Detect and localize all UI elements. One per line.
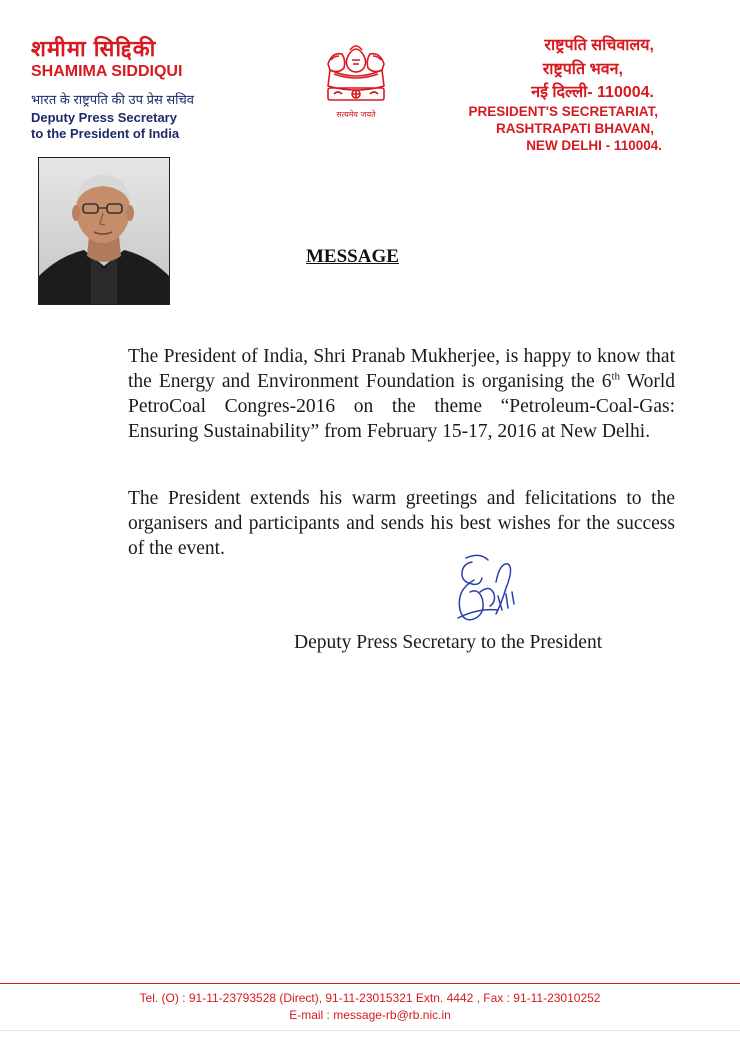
page-bottom-rule [0,1030,740,1031]
name-hindi: शमीमा सिद्दिकी [31,36,157,61]
footer-contact-phone-fax: Tel. (O) : 91-11-23793528 (Direct), 91-11-23015321 Extn. 4442 , Fax : 91-11-23010252 [139,991,601,1005]
message-heading: MESSAGE [306,246,399,267]
state-emblem-icon [318,26,394,122]
message-paragraph-2: The President extends his warm greetings and felicitations to the organisers and participants and sends his best wishes for the success of the event. [128,488,675,559]
signatory-designation: Deputy Press Secretary to the President [294,632,603,653]
address-hindi-line3: नई दिल्ली- 110004. [531,84,654,101]
address-english-line3: NEW DELHI - 110004. [526,138,662,153]
footer-contact-email: E-mail : message-rb@rb.nic.in [289,1008,451,1022]
name-english: SHAMIMA SIDDIQUI [31,63,183,80]
address-hindi-line1: राष्ट्रपति सचिवालय, [544,37,654,54]
emblem-motto: सत्यमेव जयते [336,110,376,119]
address-english-line2: RASHTRAPATI BHAVAN, [496,121,654,136]
title-english-line2: to the President of India [31,126,180,141]
footer-divider [0,983,740,984]
title-hindi: भारत के राष्ट्रपति की उप प्रेस सचिव [31,92,195,107]
ordinal-superscript: th [611,370,621,383]
president-portrait [38,157,170,305]
address-english-line1: PRESIDENT'S SECRETARIAT, [468,104,658,119]
handwritten-signature [436,552,526,630]
message-paragraph-1 [83,344,675,444]
title-english-line1: Deputy Press Secretary [31,110,177,125]
paragraph-1-end: World PetroCoal Congres-2016 on the theme “Petroleum-Coal-Gas: Ensuring Sustainability” from February 15-17, 2016 at New Delhi. [128,371,675,442]
address-hindi-line2: राष्ट्रपति भवन, [542,61,623,78]
paragraph-1-start: The President of India, Shri Pranab Mukherjee, is happy to know that the Energy and Environment Foundation is organising the 6 [128,346,675,392]
